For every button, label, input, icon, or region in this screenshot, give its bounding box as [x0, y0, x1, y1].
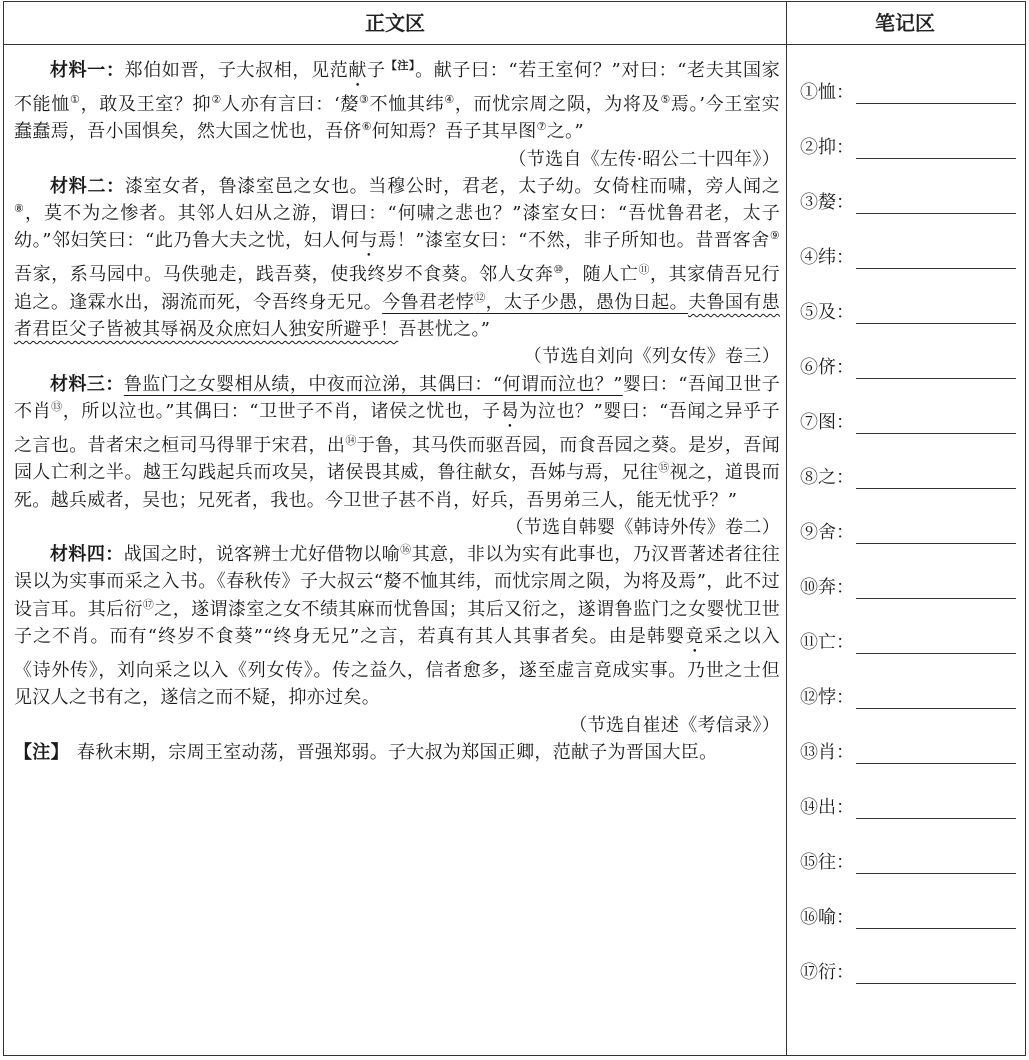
worksheet [3, 1, 1026, 1056]
note-row: ⑨舍： [800, 514, 1016, 544]
answer-blank[interactable] [856, 191, 1016, 214]
answer-blank[interactable] [856, 521, 1016, 544]
answer-blank[interactable] [856, 576, 1016, 599]
note-row: ⑧之： [800, 459, 1016, 489]
answer-blank[interactable] [856, 631, 1016, 654]
note-row: ⑰衍： [800, 954, 1016, 984]
answer-blank[interactable] [856, 466, 1016, 489]
material-1: 材料一：郑伯如晋，子大叔相，见范献子$^{【注】}$。献子曰：“若王室何？”对曰：“老夫其国家不能恤①，敢及王室？抑②人亦有言曰：‘嫠③不恤其纬④，而忧宗周之陨，为将及⑤焉。’今王室实蠢蠢焉，吾小国惧矣，然大国之忧也，吾侪⑥何知焉？吾子其早图⑦之。” [14, 59, 780, 143]
answer-blank[interactable] [856, 411, 1016, 434]
note-row: ⑫悖： [800, 679, 1016, 709]
note-row: ⑦图： [800, 404, 1016, 434]
material-3: 材料三：鲁监门之女婴相从绩，中夜而泣涕，其偶曰：“何谓而泣也？”婴曰：“吾闻卫世子不肖⑬，所以泣也。”其偶曰：“卫世子不肖，诸侯之忧也，子曷为泣也？”婴曰：“吾闻之异乎子之言也。昔者宋之桓司马得罪于宋君，出⑭于鲁，其马佚而驱吾园，而食吾园之葵。是岁，吾闻园人亡利之半。越王勾践起兵而攻吴，诸侯畏其威，鲁往献女，吾姊与焉，兄往⑮视之，道畏而死。越兵威者，吴也；兄死者，我也。今卫世子甚不肖，好兵，吾男弟三人，能无忧乎？” [14, 373, 780, 511]
answer-blank[interactable] [856, 136, 1016, 159]
material-2: 材料二：漆室女者，鲁漆室邑之女也。当穆公时，君老，太子幼。女倚柱而啸，旁人闻之⑧，莫不为之惨者。其邻人妇从之游，谓曰：“何啸之悲也？”漆室女曰：“吾忧鲁君老，太子幼。”邻妇笑曰：“此乃鲁大夫之忧，妇人何与焉！”漆室女曰：“不然，非子所知也。昔晋客舍⑨吾家，系马园中。马佚驰走，践吾葵，使我终岁不食葵。邻人女奔⑩，随人亡⑪，其家倩吾兄行追之。逢霖水出，溺流而死，令吾终身无兄。今鲁君老悖⑫，太子少愚，愚伪日起。夫鲁国有患者君臣父子皆被其辱祸及众庶妇人独安所避乎！吾甚忧之。” [14, 175, 781, 341]
note-row: ⑪亡： [800, 624, 1016, 654]
material-label: 材料三： [50, 373, 124, 395]
header-divider [4, 44, 1025, 45]
note-row: ⑯喻： [800, 899, 1016, 929]
column-divider [786, 2, 787, 1055]
note-row: ⑮往： [800, 844, 1016, 874]
answer-blank[interactable] [856, 356, 1016, 379]
source-citation: （节选自韩婴《韩诗外传》卷二） [505, 516, 780, 538]
footnote-mark: 【注】 [14, 741, 69, 763]
answer-blank[interactable] [856, 686, 1016, 709]
source-citation: （节选自崔述《考信录》） [569, 714, 780, 736]
underlined-sentence: 鲁监门之女婴相从绩，中夜而泣涕，其偶曰：“何谓而泣也？” [123, 373, 623, 395]
footnote-text: 春秋末期，宗周王室动荡，晋强郑弱。子大叔为郑国正卿，范献子为晋国大臣。 [76, 741, 718, 763]
material-label: 材料二： [50, 175, 125, 197]
material-4: 材料四：战国之时，说客辨士尤好借物以喻⑯其意，非以为实有此事也，乃汉晋著述者往往误以为实事而采之入书。《春秋传》子大叔云“嫠不恤其纬，而忧宗周之陨，为将及焉”，此不过设言耳。其后衍⑰之，遂谓漆室之女不绩其麻而忧鲁国；其后又衍之，遂谓鲁监门之女婴忧卫世子之不肖。而有“终岁不食葵”“终身无兄”之言，若真有其人其事者矣。由是韩婴竟采之以入《诗外传》，刘向采之以入《列女传》。传之益久，信者愈多，遂至虚言竟成实事。乃世之士但见汉人之书有之，遂信之而不疑，抑亦过矣。 [14, 543, 781, 709]
answer-blank[interactable] [856, 851, 1016, 874]
material-label: 材料四： [50, 544, 124, 566]
main-text-area [14, 57, 780, 766]
note-row: ③嫠： [800, 184, 1016, 214]
answer-blank[interactable] [856, 741, 1016, 764]
main-area-header: 正文区 [365, 11, 425, 35]
note-row: ④纬： [800, 239, 1016, 269]
answer-blank[interactable] [856, 906, 1016, 929]
source-citation: （节选自刘向《列女传》卷三） [523, 346, 780, 368]
answer-blank[interactable] [856, 246, 1016, 269]
note-row: ②抑： [800, 129, 1016, 159]
answer-blank[interactable] [856, 301, 1016, 324]
note-row: ⑤及： [800, 294, 1016, 324]
note-row: ⑩奔： [800, 569, 1016, 599]
material-label: 材料一： [50, 60, 125, 81]
footnote [14, 739, 780, 766]
source-citation: （节选自《左传·昭公二十四年》） [508, 148, 780, 170]
wavy-underlined-sentence: 夫鲁国有患者君臣父子皆被其辱祸及众庶妇人独安所避乎！ [14, 291, 781, 341]
answer-blank[interactable] [856, 81, 1016, 104]
answer-blank[interactable] [856, 796, 1016, 819]
underlined-sentence: 今鲁君老悖⑫，太子少愚，愚伪日起。 [382, 290, 689, 313]
note-reference: 【注】 [385, 59, 416, 72]
notes-area-header: 笔记区 [875, 11, 935, 35]
note-row: ⑥侪： [800, 349, 1016, 379]
answer-blank[interactable] [856, 961, 1016, 984]
note-row: ①恤： [800, 74, 1016, 104]
note-row: ⑬肖： [800, 734, 1016, 764]
note-row: ⑭出： [800, 789, 1016, 819]
